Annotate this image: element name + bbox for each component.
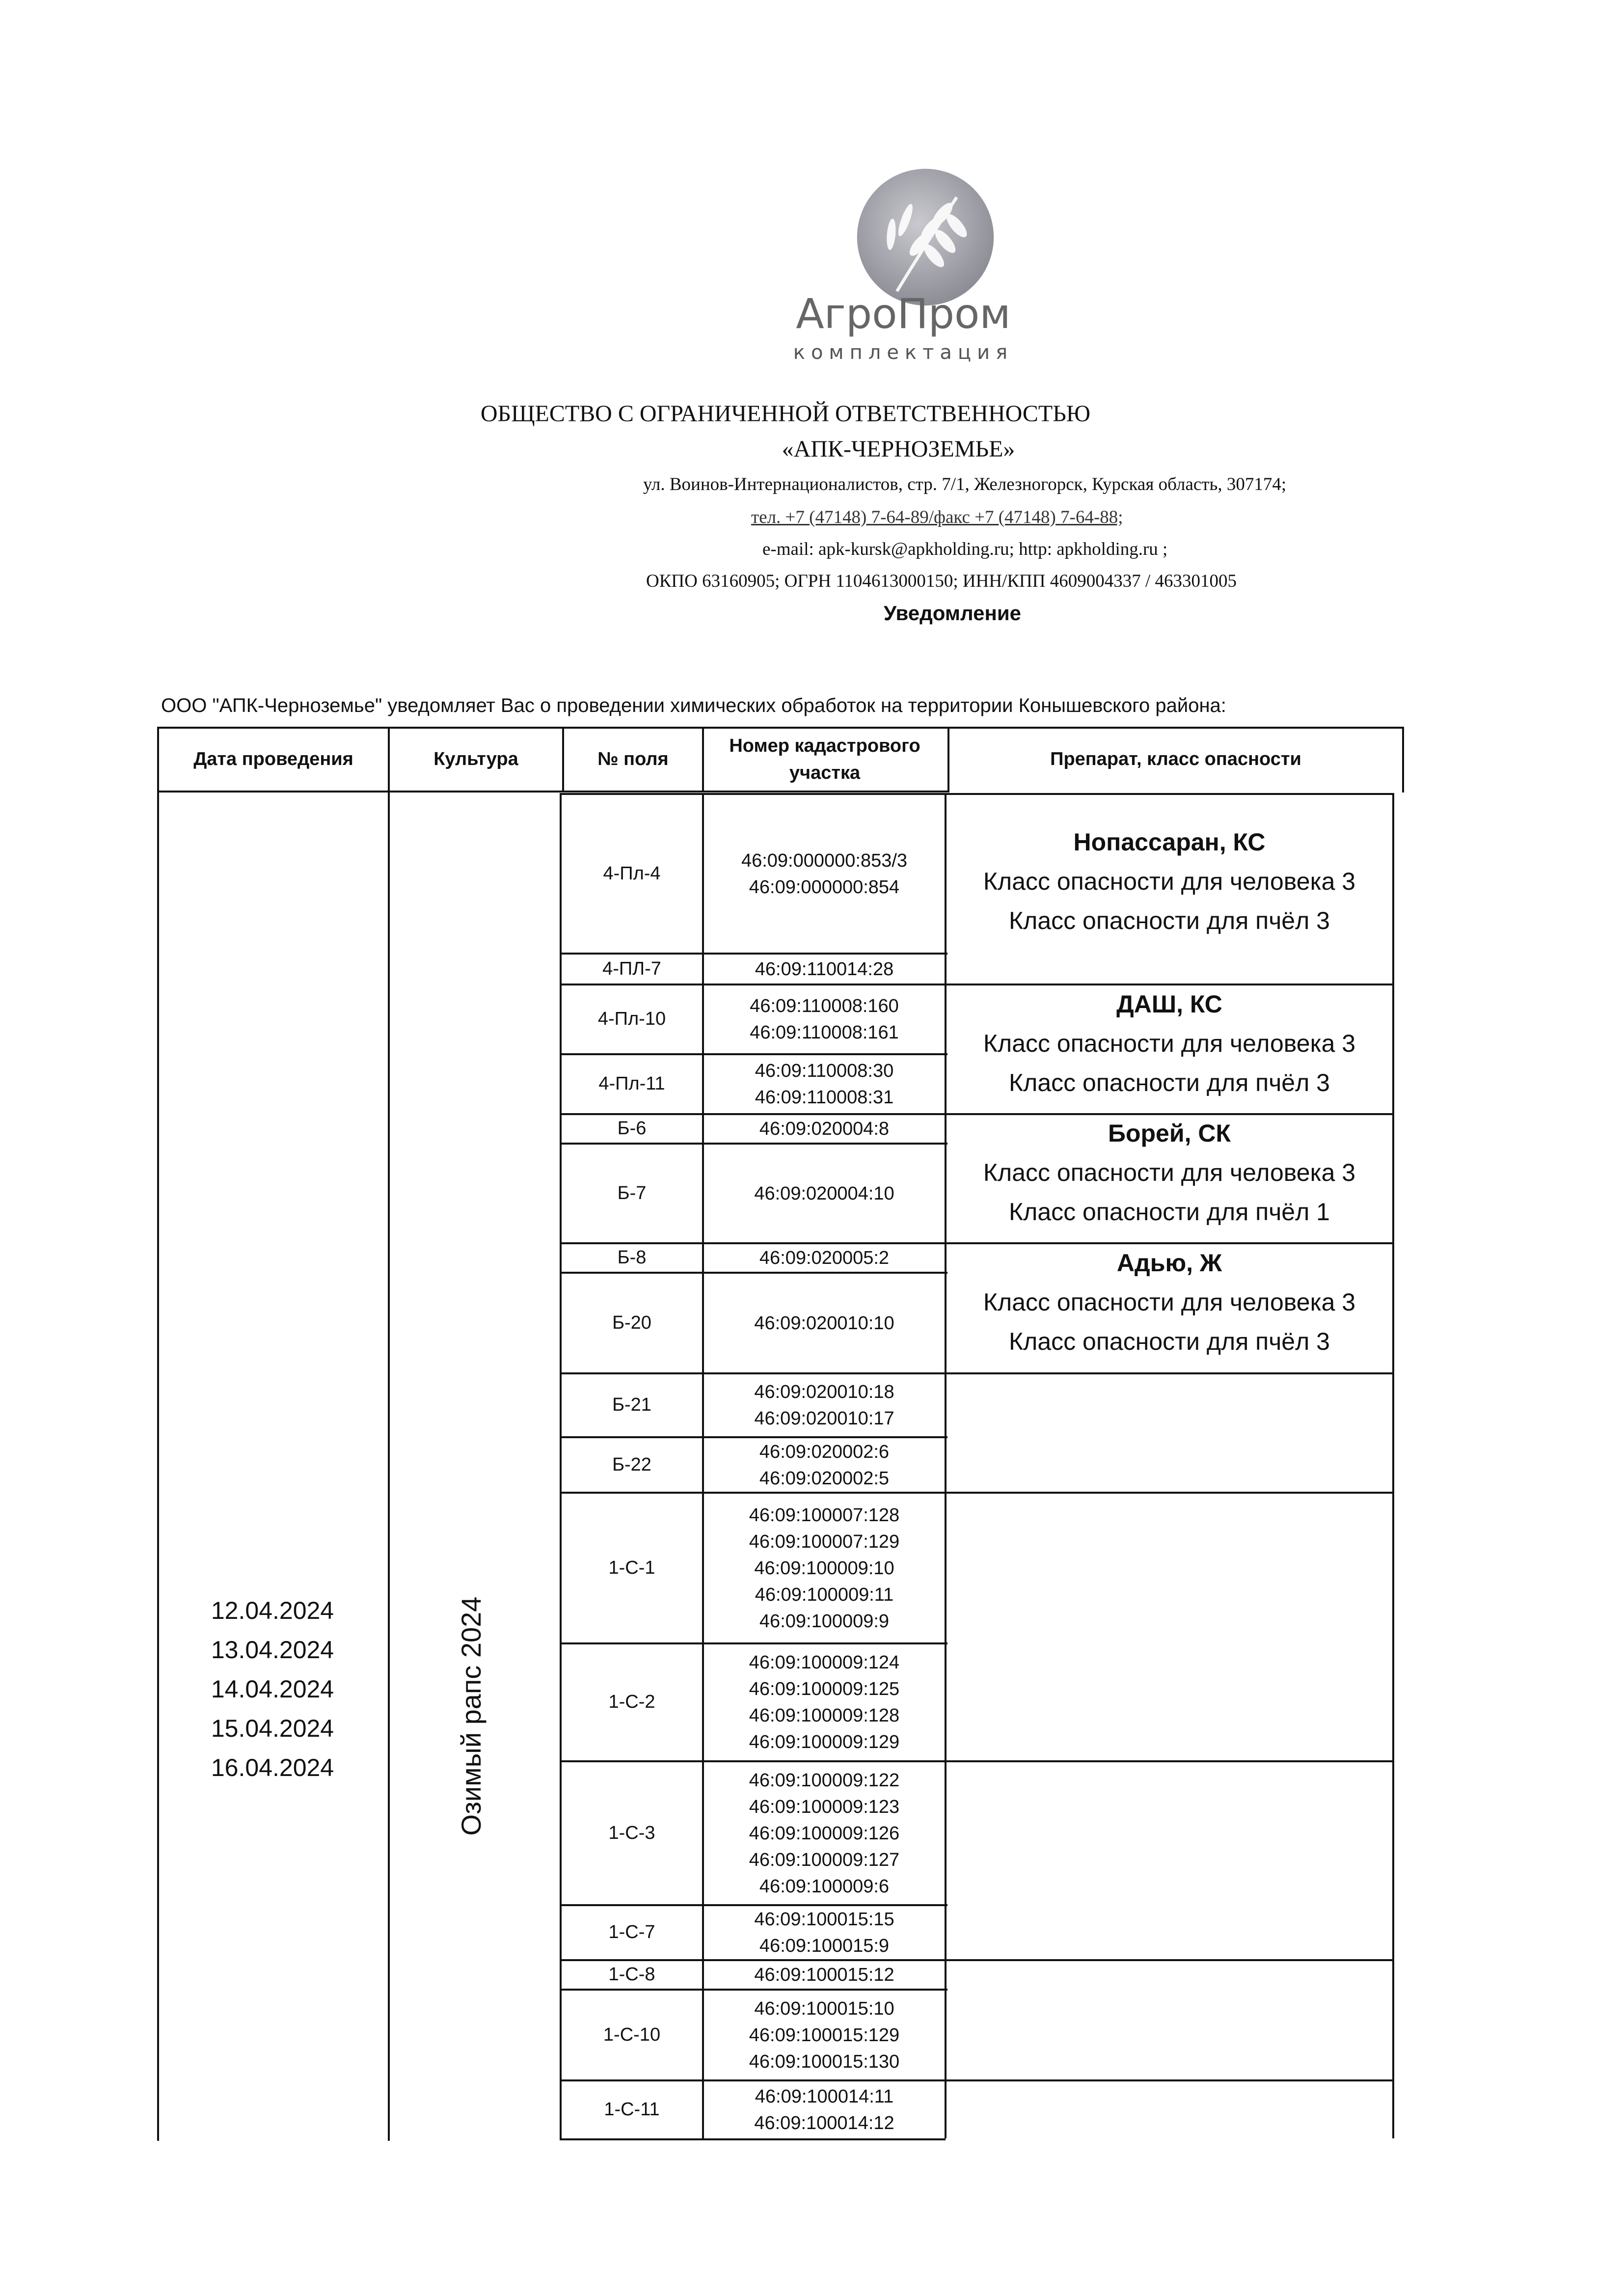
wheat-ear-logo-icon [854,166,997,308]
human-hazard-class: Класс опасности для человека 3 [983,868,1356,895]
field-number: Б-7 [617,1182,647,1203]
company-name: «АПК-ЧЕРНОЗЕМЬЕ» [782,436,1015,462]
cadastral-cell: 46:09:100009:122 46:09:100009:123 46:09:100009:126 46:09:100009:127 46:09:100009:6 [749,1770,900,1897]
bee-hazard-class: Класс опасности для пчёл 1 [1009,1198,1330,1226]
company-address: ул. Воинов-Интернационалистов, стр. 7/1, Железногорск, Курская область, 307174; [643,474,1287,494]
treatment-date: 15.04.2024 [211,1715,334,1742]
preparation-cell [947,984,1392,1102]
company-legal-form: ОБЩЕСТВО С ОГРАНИЧЕННОЙ ОТВЕТСТВЕННОСТЬЮ [480,401,1091,427]
header-date: Дата проведения [193,749,353,770]
field-number: Б-22 [612,1454,651,1475]
field-number: 1-С-1 [608,1557,655,1578]
header-culture: Культура [433,749,518,770]
preparation-name: Борей, СК [1108,1120,1231,1147]
field-number: 4-Пл-11 [598,1073,665,1094]
cadastral-cell: 46:09:100015:12 [754,1965,894,1985]
treatment-date: 13.04.2024 [211,1636,334,1664]
preparation-cell [947,1114,1392,1231]
human-hazard-class: Класс опасности для человека 3 [983,1030,1356,1057]
brand-name: АгроПром [796,290,1011,338]
field-number: Б-20 [612,1312,651,1333]
treatment-date: 16.04.2024 [211,1754,334,1781]
cadastral-cell: 46:09:020004:10 [754,1183,894,1204]
cadastral-cell: 46:09:020004:8 [759,1119,890,1139]
header-cadastral: Номер кадастрового участка [729,735,920,783]
brand-subtitle: комплектация [793,341,1014,364]
cadastral-cell: 46:09:020010:18 46:09:020010:17 [754,1382,894,1429]
culture-label: Озимый рапс 2024 [456,1596,487,1836]
cadastral-cell: 46:09:100015:15 46:09:100015:9 [754,1909,894,1956]
treatment-date: 14.04.2024 [211,1675,334,1703]
company-phone: тел. +7 (47148) 7-64-89/факс +7 (47148) 7-64-88; [751,507,1123,527]
field-number: Б-8 [617,1247,647,1268]
cadastral-cell: 46:09:100015:10 46:09:100015:129 46:09:100015:130 [749,1998,900,2072]
field-number: 1-С-8 [608,1964,655,1985]
treatment-dates [157,1591,388,1787]
field-number: 1-С-7 [608,1922,655,1943]
preparation-name: Нопассаран, КС [1073,828,1266,856]
field-number: Б-21 [612,1394,651,1416]
cadastral-cell: 46:09:100014:11 46:09:100014:12 [754,2086,894,2133]
field-number: 1-С-2 [608,1692,655,1713]
header-field: № поля [597,749,669,770]
preparation-cell [947,1243,1392,1361]
cadastral-cell: 46:09:100009:124 46:09:100009:125 46:09:100009:128 46:09:100009:129 [749,1652,900,1752]
cadastral-cell: 46:09:020002:6 46:09:020002:5 [759,1441,890,1489]
cadastral-cell: 46:09:110014:28 [755,958,894,980]
field-number: 4-Пл-10 [597,1009,666,1030]
cadastral-cell: 46:09:000000:853/3 46:09:000000:854 [741,850,908,898]
preparation-cell [947,822,1392,940]
cadastral-cell: 46:09:020010:10 [754,1312,894,1334]
field-number: 4-ПЛ-7 [602,958,661,979]
document-title: Уведомление [884,601,1022,625]
preparation-name: ДАШ, КС [1116,990,1222,1018]
cadastral-cell: 46:09:110008:160 46:09:110008:161 [750,996,899,1043]
bee-hazard-class: Класс опасности для пчёл 3 [1009,1328,1330,1355]
field-number: 1-С-3 [608,1822,655,1843]
bee-hazard-class: Класс опасности для пчёл 3 [1009,907,1330,934]
preparation-name: Адью, Ж [1116,1249,1222,1277]
header-preparation: Препарат, класс опасности [1050,749,1301,770]
field-number: 1-С-11 [604,2099,660,2120]
field-number: 1-С-10 [603,2024,661,2045]
cadastral-cell: 46:09:100007:128 46:09:100007:129 46:09:100009:10 46:09:100009:11 46:09:100009:9 [749,1504,900,1632]
company-requisites: ОКПО 63160905; ОГРН 1104613000150; ИНН/КПП 4609004337 / 463301005 [646,571,1237,591]
field-number: 4-Пл-4 [603,863,661,884]
field-number: Б-6 [617,1118,647,1139]
bee-hazard-class: Класс опасности для пчёл 3 [1009,1069,1330,1096]
human-hazard-class: Класс опасности для человека 3 [983,1159,1356,1186]
cadastral-cell: 46:09:110008:30 46:09:110008:31 [755,1061,894,1108]
human-hazard-class: Класс опасности для человека 3 [983,1288,1356,1316]
intro-text: ООО "АПК-Черноземье" уведомляет Вас о проведении химических обработок на территории Конышевского района: [161,695,1226,716]
cadastral-cell: 46:09:020005:2 [759,1248,890,1268]
company-email: e-mail: apk-kursk@apkholding.ru; http: apkholding.ru ; [762,539,1168,559]
treatment-date: 12.04.2024 [211,1597,334,1624]
